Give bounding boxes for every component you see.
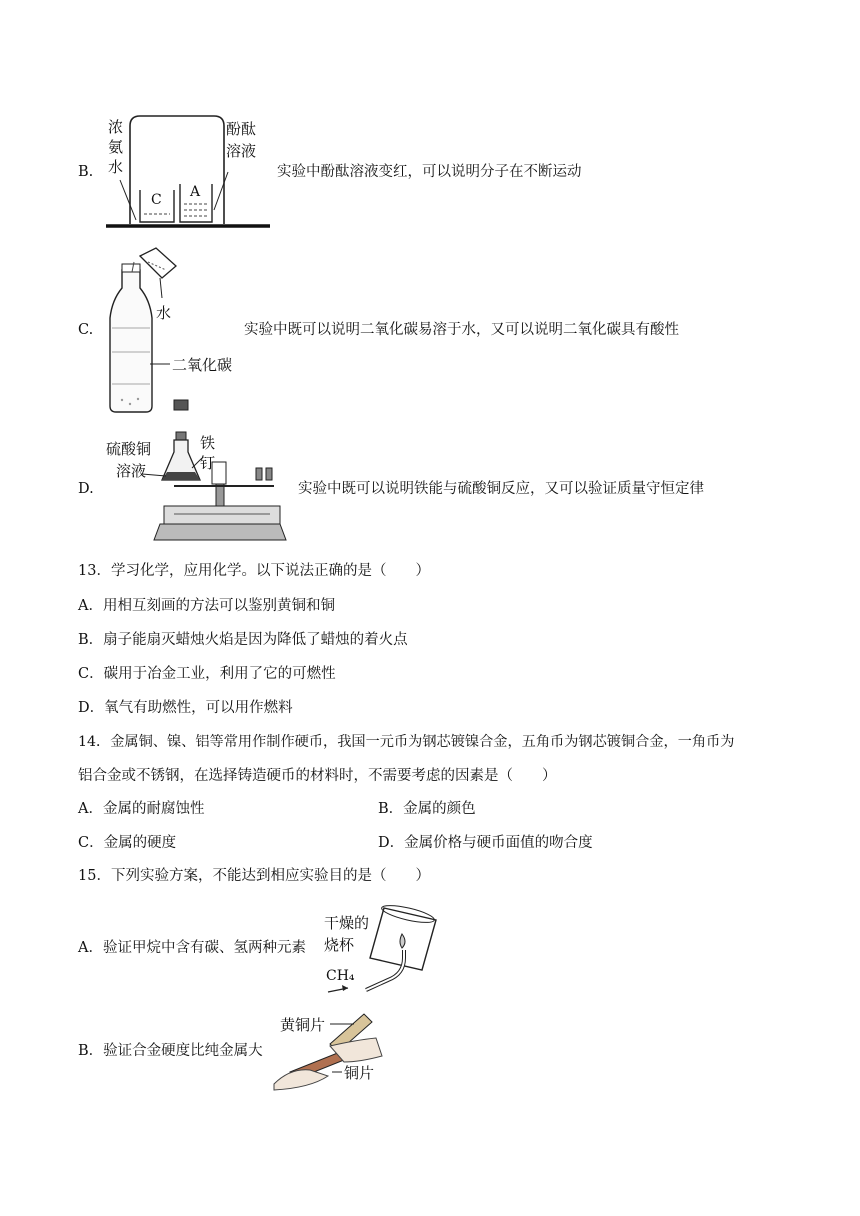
q15-stem: 15．下列实验方案，不能达到相应实验目的是（ ） [78, 868, 430, 884]
co2-bottle-figure [104, 244, 254, 416]
label-beaker-a: A [190, 184, 201, 200]
label-concentrated: 浓 [108, 118, 124, 136]
label-iron-2: 钉 [200, 454, 216, 472]
label-ch4: CH₄ [326, 968, 355, 984]
label-water-c: 水 [156, 304, 172, 322]
option-b-text: 实验中酚酞溶液变红，可以说明分子在不断运动 [277, 164, 582, 180]
label-water: 水 [108, 158, 124, 176]
q13-option-a: A．用相互刻画的方法可以鉴别黄铜和铜 [78, 598, 335, 614]
option-c-text: 实验中既可以说明二氧化碳易溶于水，又可以说明二氧化碳具有酸性 [244, 322, 679, 338]
label-iron-1: 铁 [200, 434, 216, 452]
diffusion-experiment-figure [104, 112, 274, 232]
q14-option-b: B．金属的颜色 [378, 801, 476, 817]
option-d-text: 实验中既可以说明铁能与硫酸铜反应，又可以验证质量守恒定律 [298, 481, 704, 497]
q14-stem-line1: 14．金属铜、镍、铝等常用作制作硬币，我国一元币为钢芯镀镍合金，五角币为钢芯镀铜合金，一角币为 [78, 734, 735, 750]
option-letter-d: D. [78, 481, 94, 497]
q13-option-d: D．氧气有助燃性，可以用作燃料 [78, 700, 293, 716]
q14-option-c: C．金属的硬度 [78, 835, 177, 851]
q15-option-a: A．验证甲烷中含有碳、氢两种元素 [78, 940, 306, 956]
label-copper: 铜片 [344, 1064, 375, 1082]
q13-option-c: C．碳用于冶金工业，利用了它的可燃性 [78, 666, 336, 682]
label-solution: 溶液 [226, 142, 257, 160]
q14-stem-line2: 铝合金或不锈钢，在选择铸造硬币的材料时，不需要考虑的因素是（ ） [78, 768, 557, 784]
q14-option-a: A．金属的耐腐蚀性 [78, 801, 205, 817]
label-phenolphthalein: 酚酞 [226, 120, 257, 138]
balance-experiment-figure [104, 428, 294, 548]
q13-option-b: B．扇子能扇灭蜡烛火焰是因为降低了蜡烛的着火点 [78, 632, 408, 648]
label-cuso4-1: 硫酸铜 [106, 440, 152, 458]
label-ammonia: 氨 [108, 138, 124, 156]
option-letter-c: C. [78, 322, 94, 338]
label-cuso4-2: 溶液 [116, 462, 147, 480]
option-letter-b: B. [78, 164, 94, 180]
q13-stem: 13．学习化学，应用化学。以下说法正确的是（ ） [78, 563, 430, 579]
label-beaker-c: C [151, 192, 162, 208]
q14-option-d: D．金属价格与硬币面值的吻合度 [378, 835, 593, 851]
methane-burning-figure [318, 898, 444, 1002]
label-dry: 干燥的 [324, 914, 370, 932]
label-beaker: 烧杯 [324, 936, 355, 954]
label-brass: 黄铜片 [280, 1016, 326, 1034]
label-co2: 二氧化碳 [172, 356, 233, 374]
q15-option-b: B．验证合金硬度比纯金属大 [78, 1043, 263, 1059]
scratch-test-figure [270, 1010, 390, 1092]
